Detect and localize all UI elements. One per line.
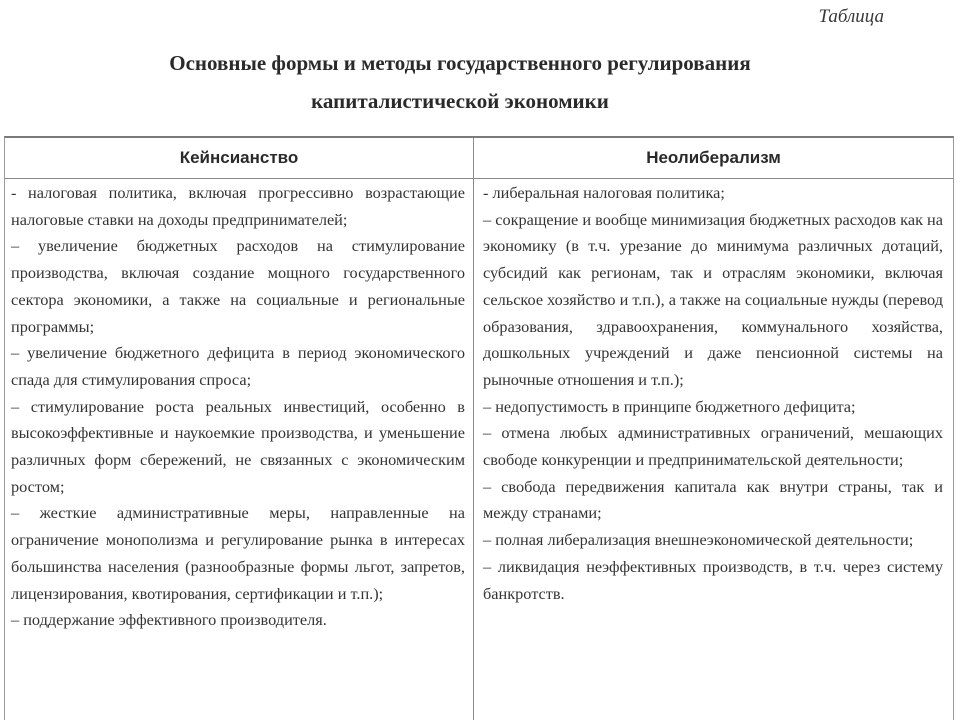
table-header-row [5,138,953,179]
neoliberalism-item: – ликвидация неэффективных производств, в т.ч. через систему банкротств. [483,556,943,603]
keynesianism-item: – увеличение бюджетного дефицита в период экономического спада для стимулирования спроса; [11,343,465,389]
comparison-table [4,136,954,720]
document-title [0,44,920,120]
title-line-1: Основные формы и методы государственного регулирования [169,51,751,75]
header-keynesianism: Кейнсианство [179,148,299,167]
table-caption: Таблица [818,6,884,27]
keynesianism-item: – стимулирование роста реальных инвестиций, особенно в высокоэффективные и наукоемкие производства, и уменьшение различных форм сбережений, не связанных с экономическим ростом; [11,396,465,496]
neoliberalism-item: – полная либерализация внешнеэкономической деятельности; [483,530,914,550]
keynesianism-item: – увеличение бюджетных расходов на стимулирование производства, включая создание мощного государственного сектора экономики, а также на социальные и региональные программы; [11,236,465,336]
neoliberalism-column [483,180,943,607]
neoliberalism-item: – недопустимость в принципе бюджетного дефицита; [483,396,856,416]
neoliberalism-item: – сокращение и вообще минимизация бюджетных расходов как на экономику (в т.ч. урезание до минимума различных дотаций, субсидий как регионам, так и отраслям экономики, включая сельское хозяйство и т.п.), а также на социальные нужды (перевод образования, здравоохранения, коммунального хозяйства, дошкольных учреждений и даже пенсионной системы на рыночные отношения и т.п.); [483,209,943,389]
keynesianism-item: – поддержание эффективного производителя. [11,610,327,630]
keynesianism-item: – жесткие административные меры, направленные на ограничение монополизма и регулирование рынка в интересах большинства населения (разнообразные формы льгот, запретов, лицензирования, квотирования, сертификации и т.п.); [11,503,465,603]
title-line-2: капиталистической экономики [311,89,609,113]
neoliberalism-item: - либеральная налоговая политика; [483,183,725,202]
header-neoliberalism: Неолиберализм [646,148,781,167]
neoliberalism-item: – отмена любых административных ограничений, мешающих свободе конкуренции и предпринимательской деятельности; [483,423,943,470]
column-divider [473,138,474,720]
neoliberalism-item: – свобода передвижения капитала как внутри страны, так и между странами; [483,476,943,523]
keynesianism-column [11,180,465,634]
keynesianism-item: - налоговая политика, включая прогрессивно возрастающие налоговые ставки на доходы предпринимателей; [11,183,465,229]
